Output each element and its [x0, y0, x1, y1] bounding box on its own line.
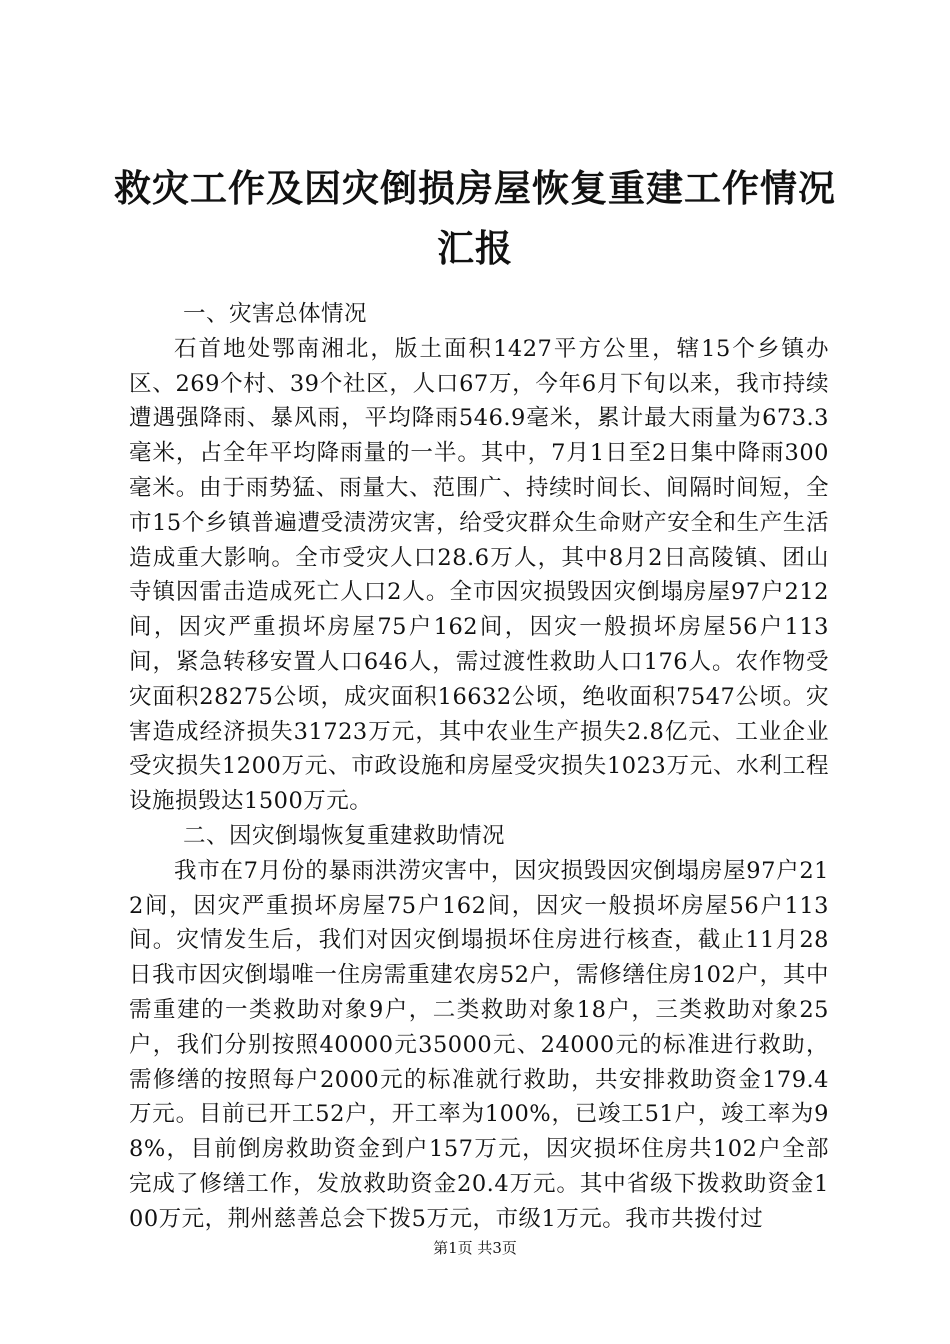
- document-body: [129, 297, 829, 1237]
- section-heading-reconstruction-aid: 二、因灾倒塌恢复重建救助情况: [183, 822, 506, 849]
- section-heading-disaster-overview: 一、灾害总体情况: [183, 301, 368, 327]
- page-number-footer: 第1页 共3页: [433, 1239, 517, 1257]
- document-title: 救灾工作及因灾倒损房屋恢复重建工作情况汇报: [114, 166, 836, 270]
- section-paragraph-reconstruction-aid: 我市在7月份的暴雨洪涝灾害中，因灾损毁因灾倒塌房屋97户212间，因灾严重损坏房屋75户162间，因灾一般损坏房屋56户113间。灾情发生后，我们对因灾倒塌损坏住房进行核查，截止11月28日我市因灾倒塌唯一住房需重建农房52户，需修缮住房102户，其中需重建的一类救助对象9户，二类救助对象18户，三类救助对象25户，我们分别按照40000元35000元、24000元的标准进行救助，需修缮的按照每户2000元的标准就行救助，共安排救助资金179.4万元。目前已开工52户，开工率为100%，已竣工51户，竣工率为98%，目前倒房救助资金到户157万元，因灾损坏住房共102户全部完成了修缮工作，发放救助资金20.4万元。其中省级下拨救助资金100万元，荆州慈善总会下拨5万元，市级1万元。我市共拨付过: [129, 857, 829, 1232]
- section-paragraph-disaster-overview: 石首地处鄂南湘北，版土面积1427平方公里，辖15个乡镇办区、269个村、39个社区，人口67万，今年6月下旬以来，我市持续遭遇强降雨、暴风雨，平均降雨546.9毫米，累计最大雨量为673.3毫米，占全年平均降雨量的一半。其中，7月1日至2日集中降雨300毫米。由于雨势猛、雨量大、范围广、持续时间长、间隔时间短，全市15个乡镇普遍遭受渍涝灾害，给受灾群众生命财产安全和生产生活造成重大影响。全市受灾人口28.6万人，其中8月2日高陵镇、团山寺镇因雷击造成死亡人口2人。全市因灾损毁因灾倒塌房屋97户212间，因灾严重损坏房屋75户162间，因灾一般损坏房屋56户113间，紧急转移安置人口646人，需过渡性救助人口176人。农作物受灾面积28275公顷，成灾面积16632公顷，绝收面积7547公顷。灾害造成经济损失31723万元，其中农业生产损失2.8亿元、工业企业受灾损失1200万元、市政设施和房屋受灾损失1023万元、水利工程设施损毁达1500万元。: [129, 335, 829, 815]
